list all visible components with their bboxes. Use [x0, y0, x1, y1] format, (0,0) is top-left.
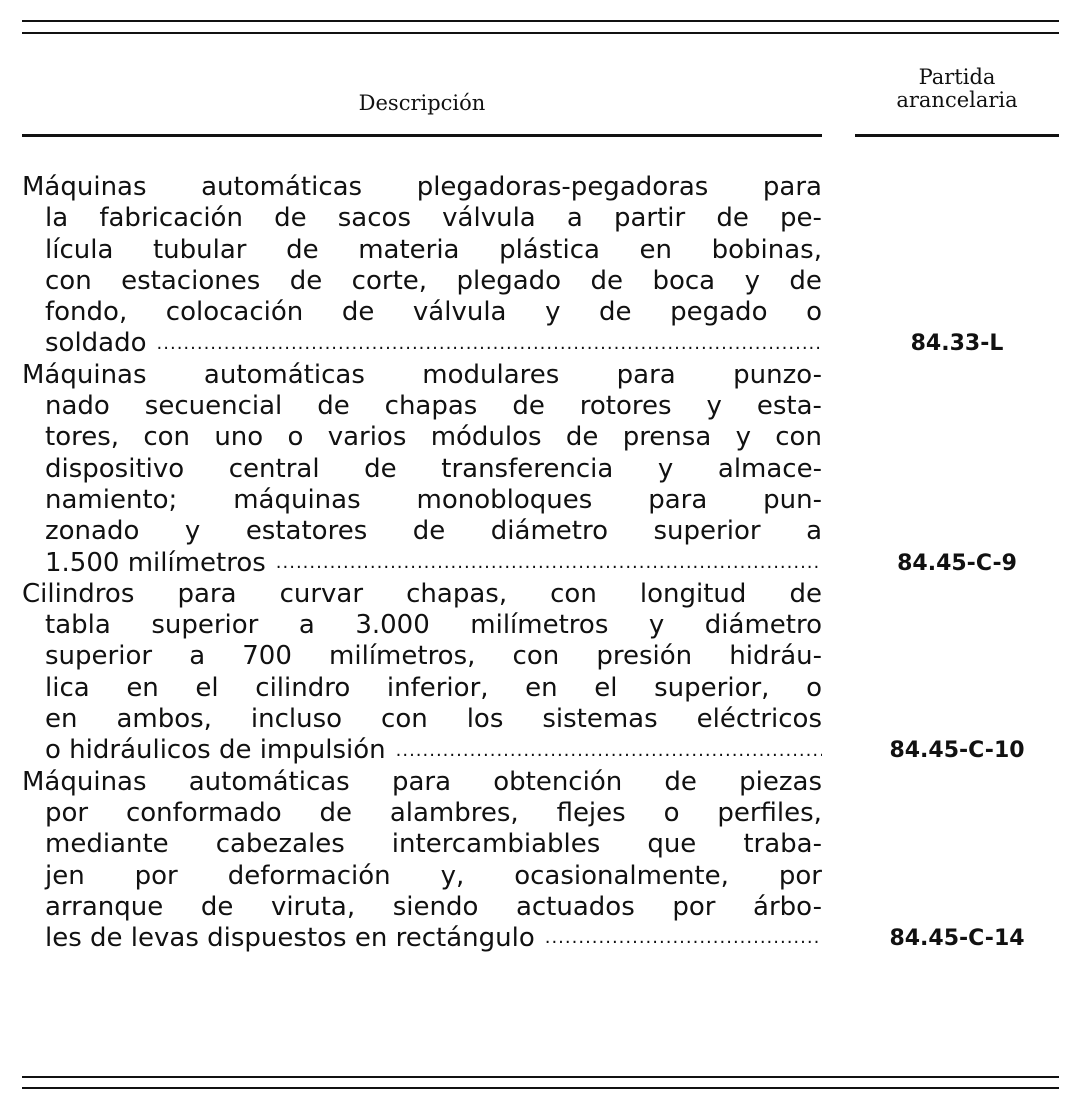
- word: de: [512, 391, 545, 422]
- word: de: [317, 391, 350, 422]
- word: y: [735, 422, 751, 453]
- description-last-line: [22, 328, 822, 359]
- word: de: [274, 203, 307, 234]
- word: Máquinas: [22, 172, 147, 202]
- word: diámetro: [490, 516, 608, 547]
- description-line: [22, 767, 822, 798]
- header-code-line2: arancelaria: [896, 88, 1018, 112]
- leader-dots: [396, 735, 822, 766]
- word: tores,: [45, 422, 120, 453]
- word: o: [806, 297, 822, 328]
- word: colocación: [165, 297, 304, 328]
- description-line: [22, 798, 822, 829]
- description-line: [22, 360, 822, 391]
- word: perfiles,: [717, 797, 822, 828]
- word: viruta,: [270, 891, 356, 922]
- header-description: Descripción: [358, 91, 486, 115]
- word: monobloques: [416, 484, 593, 515]
- word: sistemas: [542, 704, 658, 735]
- word: el: [594, 672, 618, 703]
- word: con: [775, 422, 822, 453]
- description-line: [22, 610, 822, 641]
- word: de: [200, 891, 234, 922]
- word: pe-: [780, 203, 822, 234]
- bottom-rule-1: [22, 1076, 1059, 1078]
- top-rule-2: [22, 32, 1059, 34]
- word: que: [647, 829, 697, 860]
- word: cabezales: [215, 829, 345, 860]
- word: superior,: [654, 672, 770, 703]
- word: bobinas,: [711, 234, 822, 265]
- word: de: [341, 297, 375, 328]
- word: automáticas: [188, 766, 350, 797]
- word: estatores: [245, 516, 368, 547]
- tariff-code: 84.33-L: [910, 331, 1004, 357]
- tariff-entry: [22, 767, 1059, 955]
- description-line-text: soldado: [45, 328, 147, 359]
- description-line: [22, 579, 822, 610]
- word: incluso: [250, 704, 343, 735]
- word: con: [550, 578, 597, 609]
- word: módulos: [430, 422, 542, 453]
- word: de: [319, 797, 352, 828]
- word: y: [545, 297, 561, 328]
- word: para: [616, 359, 676, 390]
- word: válvula: [442, 203, 536, 234]
- word: válvula: [412, 297, 507, 328]
- word: con: [381, 704, 428, 735]
- header-description-rule: [22, 134, 822, 137]
- word: Máquinas: [22, 359, 147, 390]
- description-line: [22, 829, 822, 860]
- word: deformación: [227, 860, 391, 891]
- word: superior: [151, 610, 259, 641]
- word: y: [706, 391, 722, 422]
- word: almace-: [717, 453, 822, 484]
- word: corte,: [351, 265, 428, 296]
- word: pegado: [670, 297, 768, 328]
- word: obtención: [493, 766, 623, 797]
- word: mediante: [45, 829, 169, 860]
- leader-dots: [545, 923, 822, 954]
- word: presión: [596, 641, 693, 672]
- word: inferior,: [386, 672, 489, 703]
- word: flejes: [556, 797, 626, 828]
- word: varios: [327, 422, 407, 453]
- header-code-line1: Partida: [918, 65, 996, 89]
- tariff-entry: [22, 579, 1059, 767]
- word: plegado: [456, 265, 562, 296]
- word: a: [806, 516, 822, 547]
- tariff-code: 84.45-C-14: [889, 926, 1025, 952]
- word: alambres,: [389, 797, 519, 828]
- word: boca: [652, 265, 716, 296]
- word: con: [512, 641, 560, 672]
- word: uno: [214, 422, 264, 453]
- word: conformado: [125, 797, 282, 828]
- word: para: [391, 766, 451, 797]
- description-last-line: [22, 548, 822, 579]
- word: 700: [242, 641, 292, 672]
- word: de: [289, 265, 323, 296]
- word: y: [184, 516, 201, 547]
- word: partir: [613, 203, 686, 234]
- word: para: [177, 578, 237, 609]
- word: actuados: [515, 891, 635, 922]
- word: diámetro: [704, 610, 822, 641]
- word: piezas: [739, 766, 822, 797]
- word: de: [789, 265, 822, 296]
- tariff-entries: [22, 172, 1059, 954]
- description-line: [22, 673, 822, 704]
- tariff-entry: [22, 360, 1059, 579]
- word: de: [286, 234, 319, 265]
- word: árbo-: [753, 891, 822, 922]
- word: hidráu-: [729, 641, 822, 672]
- word: siendo: [392, 891, 479, 922]
- word: por: [778, 860, 822, 891]
- word: lica: [45, 672, 90, 703]
- description-last-line: [22, 735, 822, 766]
- word: eléctricos: [696, 704, 822, 735]
- word: plástica: [499, 234, 600, 265]
- entry-description: [22, 579, 822, 767]
- word: 3.000: [355, 610, 430, 641]
- word: automáticas: [201, 172, 363, 202]
- word: máquinas: [233, 484, 361, 515]
- word: materia: [358, 234, 460, 265]
- description-line: [22, 861, 822, 892]
- description-line-text: 1.500 milímetros: [45, 547, 266, 578]
- word: Cilindros: [22, 578, 135, 609]
- description-line: [22, 203, 822, 234]
- word: esta-: [756, 391, 822, 422]
- word: y: [648, 610, 665, 641]
- word: zonado: [45, 516, 140, 547]
- word: de: [565, 422, 599, 453]
- word: Máquinas: [22, 766, 147, 797]
- description-line: [22, 266, 822, 297]
- word: plegadoras-pegadoras: [416, 172, 709, 202]
- word: de: [664, 766, 697, 797]
- word: pun-: [763, 484, 822, 515]
- word: rotores: [579, 391, 672, 422]
- word: los: [466, 704, 504, 735]
- word: automáticas: [203, 359, 365, 390]
- word: punzo-: [733, 359, 822, 390]
- top-rule-1: [22, 20, 1059, 22]
- word: por: [672, 891, 716, 922]
- header-tariff-code: [855, 66, 1059, 112]
- word: y,: [440, 860, 465, 891]
- description-last-line: [22, 923, 822, 954]
- description-line: [22, 391, 822, 422]
- description-line: [22, 641, 822, 672]
- tariff-code: 84.45-C-10: [889, 738, 1025, 764]
- word: por: [45, 797, 89, 828]
- word: por: [134, 860, 178, 891]
- description-line: [22, 297, 822, 328]
- entry-description: [22, 172, 822, 360]
- word: tubular: [152, 234, 247, 265]
- description-line: [22, 172, 822, 203]
- word: chapas: [384, 391, 478, 422]
- word: o: [663, 797, 680, 828]
- word: de: [364, 453, 397, 484]
- word: namiento;: [45, 484, 178, 515]
- word: para: [762, 172, 822, 202]
- word: secuencial: [144, 391, 283, 422]
- description-line: [22, 704, 822, 735]
- word: superior: [653, 516, 761, 547]
- word: en: [639, 234, 673, 265]
- word: fabricación: [99, 203, 243, 234]
- entry-description: [22, 767, 822, 955]
- description-line: [22, 454, 822, 485]
- description-line: [22, 516, 822, 547]
- word: con: [45, 265, 92, 296]
- word: dispositivo: [45, 453, 185, 484]
- word: modulares: [422, 359, 560, 390]
- word: arranque: [45, 891, 164, 922]
- word: en: [126, 672, 159, 703]
- header-code-rule: [855, 134, 1059, 137]
- word: nado: [45, 391, 110, 422]
- word: de: [789, 578, 822, 609]
- entry-description: [22, 360, 822, 579]
- description-line: [22, 892, 822, 923]
- word: milímetros: [470, 610, 609, 641]
- description-line: [22, 235, 822, 266]
- word: curvar: [279, 578, 364, 609]
- word: sacos: [337, 203, 411, 234]
- word: de: [716, 203, 749, 234]
- word: o: [806, 672, 822, 703]
- word: prensa: [622, 422, 712, 453]
- word: de: [412, 516, 446, 547]
- word: milímetros,: [329, 641, 476, 672]
- word: ocasionalmente,: [514, 860, 729, 891]
- word: tabla: [45, 610, 111, 641]
- description-line-text: o hidráulicos de impulsión: [45, 735, 386, 766]
- leader-dots: [157, 328, 822, 359]
- word: o: [287, 422, 304, 453]
- word: lícula: [45, 234, 114, 265]
- word: en: [525, 672, 558, 703]
- word: la: [45, 203, 69, 234]
- word: y: [744, 265, 760, 296]
- word: transferencia: [441, 453, 614, 484]
- word: en: [45, 704, 78, 735]
- word: intercambiables: [391, 829, 601, 860]
- word: central: [228, 453, 320, 484]
- bottom-rule-2: [22, 1087, 1059, 1089]
- word: jen: [45, 860, 85, 891]
- description-line: [22, 422, 822, 453]
- word: a: [298, 610, 315, 641]
- word: longitud: [639, 578, 747, 609]
- word: a: [189, 641, 206, 672]
- word: superior: [45, 641, 153, 672]
- description-line: [22, 485, 822, 516]
- description-line-text: les de levas dispuestos en rectángulo: [45, 923, 535, 954]
- word: cilindro: [255, 672, 351, 703]
- word: para: [648, 484, 708, 515]
- word: el: [195, 672, 219, 703]
- word: a: [566, 203, 583, 234]
- word: fondo,: [45, 297, 128, 328]
- tariff-code: 84.45-C-9: [897, 550, 1017, 576]
- word: traba-: [743, 829, 822, 860]
- word: ambos,: [116, 704, 212, 735]
- word: estaciones: [121, 265, 261, 296]
- word: y: [657, 453, 674, 484]
- word: chapas,: [406, 578, 508, 609]
- word: con: [143, 422, 191, 453]
- tariff-entry: [22, 172, 1059, 360]
- word: de: [599, 297, 632, 328]
- word: de: [590, 265, 624, 296]
- leader-dots: [276, 548, 822, 579]
